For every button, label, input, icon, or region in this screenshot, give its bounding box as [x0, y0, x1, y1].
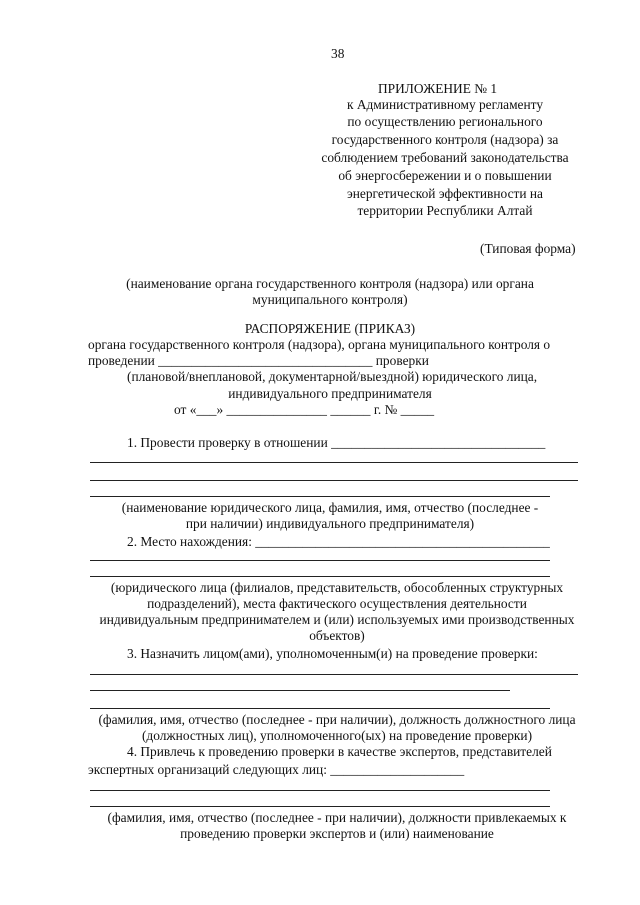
item-1: 1. Провести проверку в отношении ________________________________	[127, 435, 546, 450]
order-title: РАСПОРЯЖЕНИЕ (ПРИКАЗ)	[244, 321, 416, 336]
appendix-title: ПРИЛОЖЕНИЕ № 1	[378, 81, 498, 96]
item-4-caption: проведению проверки экспертов и (или) наименование	[180, 826, 494, 841]
item-2-caption: индивидуальным предпринимателем и (или) используемых ими производственных	[99, 612, 575, 627]
form-type: (Типовая форма)	[480, 241, 576, 256]
appendix-line: соблюдением требований законодательства	[321, 150, 569, 165]
fill-line	[90, 462, 578, 463]
appendix-line: к Административному регламенту	[346, 97, 544, 112]
appendix-line: государственного контроля (надзора) за	[331, 132, 559, 147]
item-4: 4. Привлечь к проведению проверки в качестве экспертов, представителей	[127, 744, 552, 759]
fill-line	[90, 790, 550, 791]
item-2: 2. Место нахождения: ____________________________________________	[127, 534, 550, 549]
fill-line	[90, 674, 578, 675]
item-2-caption: подразделений), места фактического осуществления деятельности	[147, 596, 527, 611]
page-number: 38	[331, 46, 345, 61]
appendix-line: энергетической эффективности на	[347, 186, 543, 201]
order-heading-line: проведении ________________________________ проверки	[88, 353, 429, 368]
authority-caption: муниципального контроля)	[252, 292, 408, 307]
item-3-caption: (должностных лиц), уполномоченного(ых) на проведение проверки)	[141, 728, 533, 743]
fill-line	[90, 496, 550, 497]
item-2-caption: объектов)	[309, 628, 365, 643]
fill-line	[90, 560, 550, 561]
item-4-caption: (фамилия, имя, отчество (последнее - при наличии), должности привлекаемых к	[107, 810, 567, 825]
order-date-line: от «___» _______________ ______ г. № _____	[174, 402, 435, 417]
order-heading-line: индивидуального предпринимателя	[228, 386, 432, 401]
fill-line	[90, 690, 510, 691]
fill-line	[90, 576, 550, 577]
order-heading-line: органа государственного контроля (надзора), органа муниципального контроля о	[88, 337, 551, 352]
fill-line	[90, 480, 578, 481]
item-1-caption: (наименование юридического лица, фамилия, имя, отчество (последнее -	[121, 500, 539, 515]
appendix-line: территории Республики Алтай	[357, 203, 533, 218]
appendix-line: по осуществлению регионального	[347, 114, 543, 129]
fill-line	[90, 708, 550, 709]
item-3-caption: (фамилия, имя, отчество (последнее - при наличии), должность должностного лица	[98, 712, 576, 727]
authority-caption: (наименование органа государственного контроля (надзора) или органа	[126, 276, 534, 291]
item-1-caption: при наличии) индивидуального предпринимателя)	[185, 516, 475, 531]
order-heading-line: (плановой/внеплановой, документарной/выездной) юридического лица,	[127, 369, 538, 384]
item-3: 3. Назначить лицом(ами), уполномоченным(и) на проведение проверки:	[127, 646, 538, 661]
appendix-line: об энергосбережении и о повышении	[338, 168, 552, 183]
fill-line	[90, 806, 550, 807]
item-4: экспертных организаций следующих лиц: ____________________	[88, 762, 465, 777]
item-2-caption: (юридического лица (филиалов, представительств, обособленных структурных	[110, 580, 564, 595]
